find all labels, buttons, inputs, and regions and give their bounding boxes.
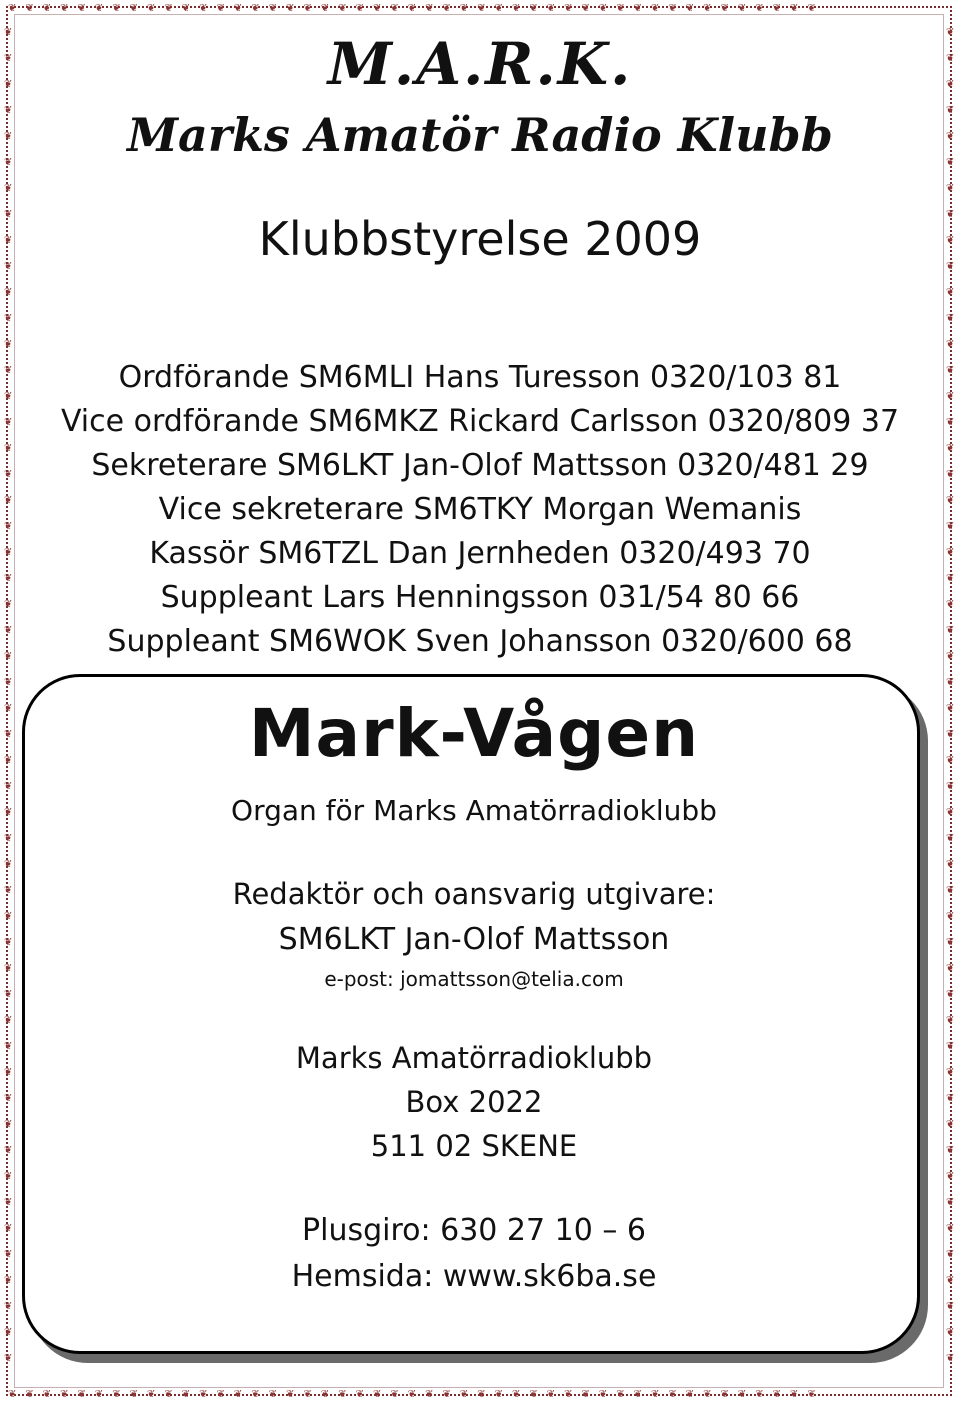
address-line-1: Marks Amatörradioklubb <box>295 1041 653 1075</box>
ornament-right: ❦❦❦❦❦❦❦❦❦❦❦❦❦❦❦❦❦❦❦❦❦❦❦❦❦❦❦❦❦❦❦❦❦❦❦❦❦❦❦❦❦❦❦❦❦❦❦❦❦❦❦❦ <box>946 27 955 1364</box>
website-link[interactable]: Hemsida: www.sk6ba.se <box>291 1259 657 1294</box>
address-line-3: 511 02 SKENE <box>370 1129 578 1163</box>
editor-label: Redaktör och oansvarig utgivare: <box>232 877 716 911</box>
club-name: Marks Amatör Radio Klubb <box>127 108 833 162</box>
address-line-2: Box 2022 <box>405 1085 543 1119</box>
board-member: Ordförande SM6MLI Hans Turesson 0320/103 81 <box>118 360 842 395</box>
magazine-title: Mark-Vågen <box>248 695 700 772</box>
ornament-left: ❦❦❦❦❦❦❦❦❦❦❦❦❦❦❦❦❦❦❦❦❦❦❦❦❦❦❦❦❦❦❦❦❦❦❦❦❦❦❦❦❦❦❦❦❦❦❦❦❦❦❦❦ <box>4 27 13 1364</box>
magazine-subtitle: Organ för Marks Amatörradioklubb <box>231 794 717 827</box>
board-member: Vice sekreterare SM6TKY Morgan Wemanis <box>158 492 802 527</box>
magazine-info-box <box>22 674 920 1354</box>
board-member: Vice ordförande SM6MKZ Rickard Carlsson 0320/809 37 <box>60 404 900 439</box>
board-member: Suppleant Lars Henningsson 031/54 80 66 <box>160 580 800 615</box>
ornament-top: ❦❦❦❦❦❦❦❦❦❦❦❦❦❦❦❦❦❦❦❦❦❦❦❦❦❦❦❦❦❦❦❦❦❦❦❦❦❦❦❦❦❦❦❦❦❦❦ <box>8 4 825 14</box>
ornament-bottom: ❦❦❦❦❦❦❦❦❦❦❦❦❦❦❦❦❦❦❦❦❦❦❦❦❦❦❦❦❦❦❦❦❦❦❦❦❦❦❦❦❦❦❦❦❦❦❦ <box>8 1390 825 1400</box>
club-abbreviation: M.A.R.K. <box>327 30 633 98</box>
editor-name: SM6LKT Jan-Olof Mattsson <box>278 922 670 957</box>
board-member: Suppleant SM6WOK Sven Johansson 0320/600 68 <box>107 624 853 659</box>
board-member-list <box>0 356 960 664</box>
editor-email: e-post: jomattsson@telia.com <box>324 967 624 991</box>
board-member: Kassör SM6TZL Dan Jernheden 0320/493 70 <box>149 536 811 571</box>
board-title: Klubbstyrelse 2009 <box>258 212 702 266</box>
board-member: Sekreterare SM6LKT Jan-Olof Mattsson 0320/481 29 <box>91 448 869 483</box>
plusgiro-number: Plusgiro: 630 27 10 – 6 <box>302 1213 646 1248</box>
